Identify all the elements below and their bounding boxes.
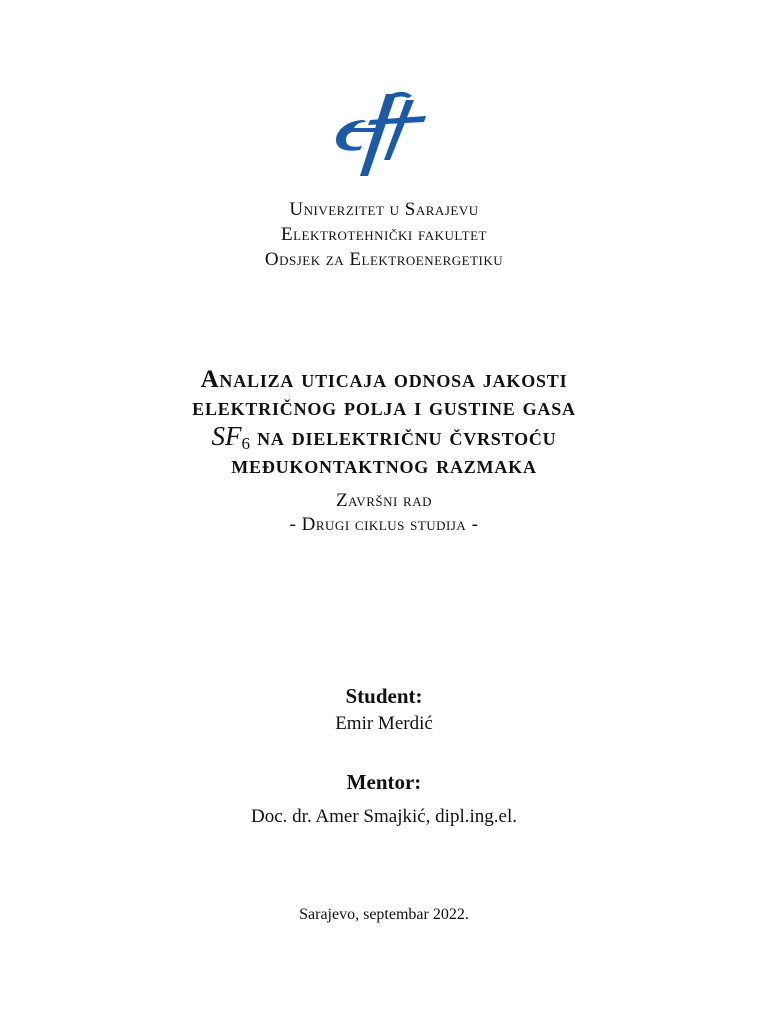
etf-logo xyxy=(334,90,430,182)
study-cycle: - Drugi ciklus studija - xyxy=(289,514,479,535)
university-name: Univerzitet u Sarajevu xyxy=(289,199,479,220)
student-name: Emir Merdić xyxy=(335,713,433,734)
title-line-4: međukontaktnog razmaka xyxy=(231,452,537,479)
department-name: Odsjek za Elektroenergetiku xyxy=(264,249,504,270)
title-line-3: $SF_6$ na dielektričnu čvrstoću xyxy=(211,421,557,453)
title-line-1: Analiza uticaja odnosa jakosti xyxy=(200,366,568,393)
student-label: Student: xyxy=(345,684,423,708)
sf6-symbol: $SF_6$ xyxy=(211,421,251,453)
mentor-label: Mentor: xyxy=(346,770,422,794)
thesis-title xyxy=(0,366,768,480)
mentor-name: Doc. dr. Amer Smajkić, dipl.ing.el. xyxy=(251,806,517,827)
thesis-type: Završni rad xyxy=(335,490,433,511)
place-date: Sarajevo, septembar 2022. xyxy=(299,906,469,923)
faculty-name: Elektrotehnički fakultet xyxy=(280,224,487,245)
title-line-2: električnog polja i gustine gasa xyxy=(192,394,576,421)
